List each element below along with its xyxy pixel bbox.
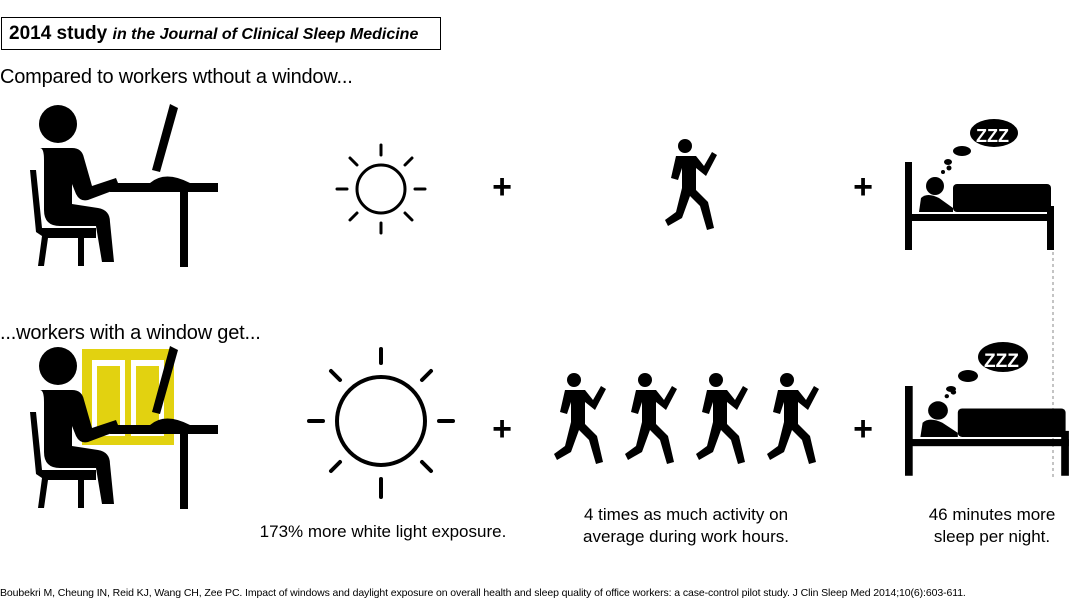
runner-icon [625,373,677,464]
sleep-stat-line1: 46 minutes more [928,505,1056,524]
plus-icon: + [492,168,512,206]
activity-stat [570,504,802,548]
runner-icon [696,373,748,464]
plus-icon: + [492,410,512,448]
sun-large-icon [309,349,453,497]
activity-stat-line2: average during work hours. [582,527,789,546]
caption-with-window: ...workers with a window get... [0,322,261,344]
thought-cloud-icon [944,119,1018,165]
runner-icon [767,373,819,464]
study-year-label: 2014 study [9,23,108,44]
runner-icon [665,139,717,230]
plus-icon: + [853,168,873,206]
thought-cloud-icon [946,342,1028,392]
light-exposure-stat: 173% more white light exposure. [259,522,507,541]
runner-icon [554,373,606,464]
journal-name-label: in the Journal of Clinical Sleep Medicine [112,26,419,43]
office-worker-icon [30,104,218,267]
zzz-text: ZZZ [976,126,1009,146]
zzz-text: ZZZ [984,351,1019,372]
activity-stat-line1: 4 times as much activity on [583,505,789,524]
sleep-stat-line2: sleep per night. [933,527,1051,546]
sleeping-bed-large-icon [905,342,1069,476]
citation-text: Boubekri M, Cheung IN, Reid KJ, Wang CH, Zee PC. Impact of windows and daylight exposure on overall health and sleep quality of office workers: a case-control pilot study. J Clin Sleep Med 2014;10(6):603-611. [0,587,966,599]
plus-icon: + [853,410,873,448]
sleeping-bed-icon [905,119,1054,250]
sun-small-icon [337,145,425,233]
caption-without-window: Compared to workers wthout a window... [0,66,353,88]
sleep-stat [912,504,1072,548]
